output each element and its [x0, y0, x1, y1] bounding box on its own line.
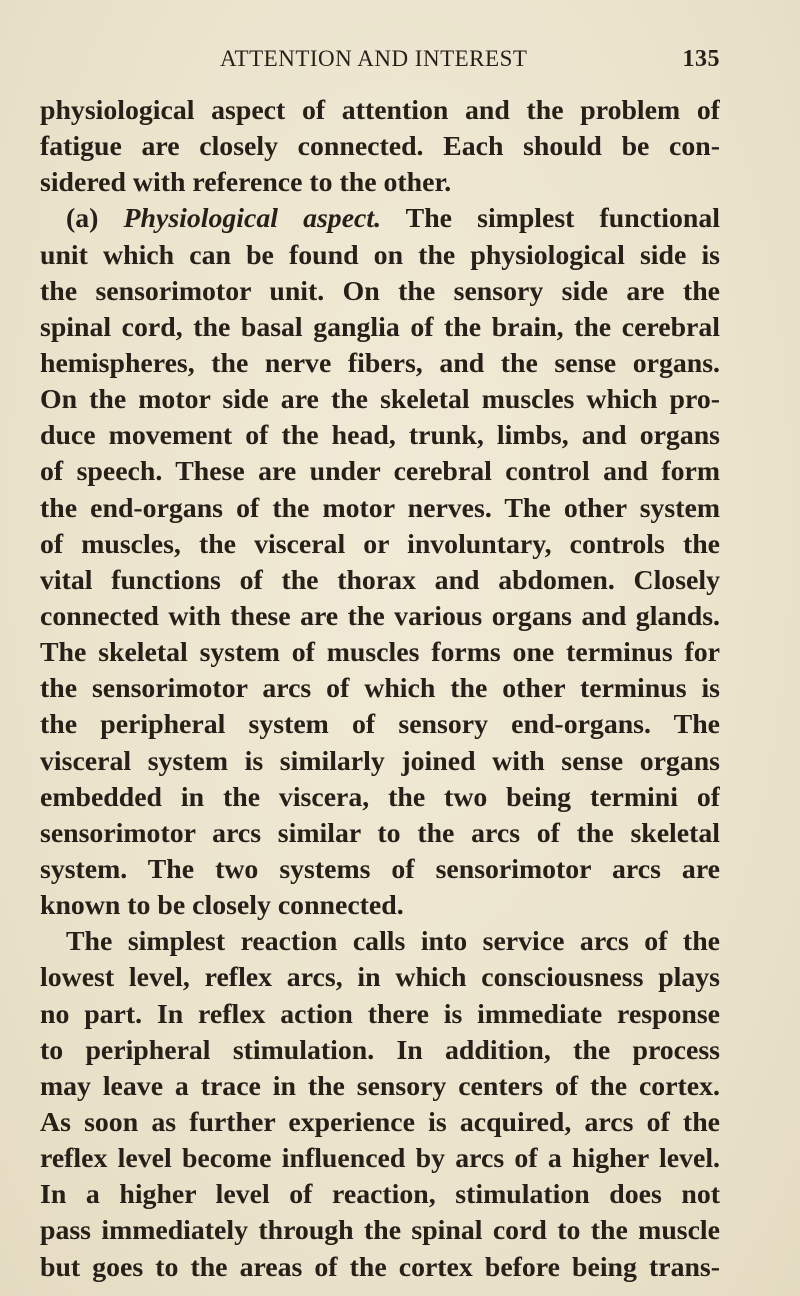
text-line: unit which can be found on the physiological side is — [40, 239, 720, 271]
text-line: pass immediately through the spinal cord to the muscle — [40, 1215, 720, 1247]
text-line: but goes to the areas of the cortex before being trans- — [40, 1251, 720, 1283]
text-line: On the motor side are the skeletal muscles which pro- — [40, 384, 720, 416]
text-line: lowest level, reflex arcs, in which consciousness plays — [40, 962, 720, 994]
text-line: spinal cord, the basal ganglia of the brain, the cerebral — [40, 311, 720, 343]
text-line: physiological aspect of attention and the problem of — [40, 95, 720, 126]
running-head: ATTENTION AND INTEREST — [220, 46, 528, 71]
body-text — [40, 93, 720, 1286]
text-line: duce movement of the head, trunk, limbs, and organs — [40, 420, 720, 452]
text-line: the sensorimotor unit. On the sensory side are the — [40, 275, 720, 307]
text-line: of muscles, the visceral or involuntary, controls the — [40, 528, 720, 560]
text-line: the end-organs of the motor nerves. The other system — [40, 492, 720, 524]
text-line: connected with these are the various organs and glands. — [40, 600, 720, 632]
text-line: known to be closely connected. — [40, 890, 404, 922]
page-number: 135 — [682, 46, 720, 72]
text-line: vital functions of the thorax and abdomen. Closely — [40, 564, 720, 596]
text-line: sensorimotor arcs similar to the arcs of the skeletal — [40, 817, 720, 849]
text-line: The skeletal system of muscles forms one terminus for — [40, 637, 720, 669]
section-a-marker: (a) — [66, 203, 99, 235]
text-line: may leave a trace in the sensory centers of the cortex. — [40, 1070, 720, 1102]
text-line: fatigue are closely connected. Each should be con- — [40, 131, 720, 163]
text-line: sidered with reference to the other. — [40, 167, 452, 199]
text-line: no part. In reflex action there is immediate response — [40, 998, 720, 1030]
text-line: In a higher level of reaction, stimulation does not — [40, 1179, 720, 1211]
text-line: As soon as further experience is acquired, arcs of the — [40, 1106, 720, 1138]
text-line: of speech. These are under cerebral control and form — [40, 456, 720, 488]
text-line: The simplest reaction calls into service arcs of the — [66, 926, 720, 958]
text-line: hemispheres, the nerve fibers, and the sense organs. — [40, 347, 720, 379]
text-line: to peripheral stimulation. In addition, the process — [40, 1034, 720, 1066]
section-a-line — [40, 201, 720, 237]
section-a-heading: Physiological aspect. — [123, 203, 382, 235]
text-line: the peripheral system of sensory end-organs. The — [40, 709, 720, 741]
section-a-rest: The simplest functional — [405, 203, 720, 235]
text-line: system. The two systems of sensorimotor arcs are — [40, 853, 720, 885]
page-header — [40, 46, 720, 80]
text-line: the sensorimotor arcs of which the other terminus is — [40, 673, 720, 705]
text-line: visceral system is similarly joined with sense organs — [40, 745, 720, 777]
text-line: reflex level become influenced by arcs of a higher level. — [40, 1143, 720, 1175]
text-line: embedded in the viscera, the two being termini of — [40, 781, 720, 813]
